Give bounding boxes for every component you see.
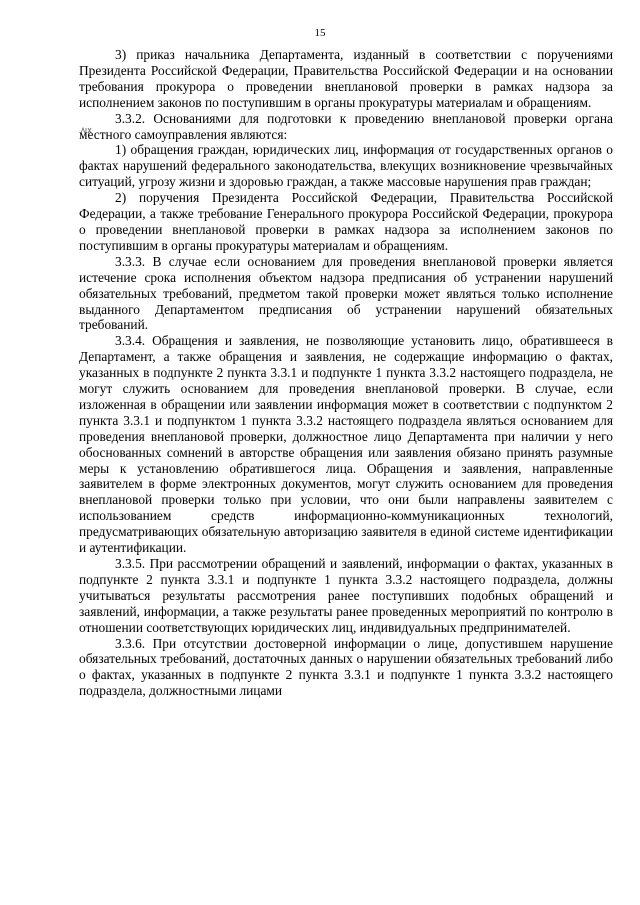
page-number: 15 (314, 27, 326, 39)
paragraph-1: 3) приказ начальника Департамента, изданный в соответствии с поручениями Президента Российской Федерации, Правительства Российской Федерации и на основании требования прокурора о проведении внеплановой проверки в рамках надзора за исполнением законов по поступившим в органы прокуратуры материалам и обращениям. (79, 47, 613, 110)
paragraph-3-3-2-item-1: 1) обращения граждан, юридических лиц, информация от государственных органов о фактах нарушений федерального законодательства, влекущих возникновение чрезвычайных ситуаций, угрозу жизни и здоровью граждан, а также массовые нарушения прав граждан; (79, 142, 613, 190)
document-body (79, 47, 613, 699)
paragraph-3-3-2-item-2: 2) поручения Президента Российской Федерации, Правительства Российской Федерации, а также требование Генерального прокурора Российской Федерации, прокурора о проведении внеплановой проверки в рамках надзора за исполнением законов по поступившим в органы прокуратуры материалам и обращениям. (79, 190, 613, 253)
paragraph-3-3-3: 3.3.3. В случае если основанием для проведения внеплановой проверки является истечение срока исполнения объектом надзора предписания об устранении нарушений обязательных требований, предметом такой проверки может являться только исполнение выданного Департаментом предписания об устранении нарушений обязательных требований. (79, 253, 613, 333)
paragraph-3-3-5: 3.3.5. При рассмотрении обращений и заявлений, информации о фактах, указанных в подпункте 2 пункта 3.3.1 и подпункте 1 пункта 3.3.2 настоящего подраздела, должны учитываться результаты рассмотрения ранее поступивших подобных обращений и заявлений, информации, а также результаты ранее проведенных мероприятий по контролю в отношении соответствующих юридических лиц, индивидуальных предпринимателей. (79, 556, 613, 635)
paragraph-3-3-4: 3.3.4. Обращения и заявления, не позволяющие установить лицо, обратившееся в Департамент, а также обращения и заявления, не содержащие информацию о фактах, указанных в подпункте 2 пункта 3.3.1 и подпункте 1 пункта 3.3.2 настоящего подраздела, не могут служить основанием для проведения внеплановой проверки. В случае, если изложенная в обращении или заявлении информация может в соответствии с подпунктом 2 пункта 3.3.1 и подпунктом 1 пункта 3.3.2 настоящего подраздела являться основанием для проведения внеплановой проверки, должностное лицо Департамента при наличии у него обоснованных сомнений в авторстве обращения или заявления обязано принять разумные меры к установлению обратившегося лица. Обращения и заявления, направленные заявителем в форме электронных документов, могут служить основанием для проведения внеплановой проверки только при условии, что они были направлены заявителем с использованием средств информационно-коммуникационных технологий, предусматривающих обязательную авторизацию заявителя в единой системе идентификации и аутентификации. (79, 333, 613, 556)
paragraph-3-3-6: 3.3.6. При отсутствии достоверной информации о лице, допустившем нарушение обязательных требований, достаточных данных о нарушении обязательных требований либо о фактах, указанных в подпункте 2 пункта 3.3.1 и подпункте 1 пункта 3.3.2 настоящего подраздела, должностными лицами (79, 635, 613, 699)
paragraph-3-3-2: 3.3.2. Основаниями для подготовки к проведению внеплановой проверки органа местного самоуправления являются: (79, 110, 613, 142)
